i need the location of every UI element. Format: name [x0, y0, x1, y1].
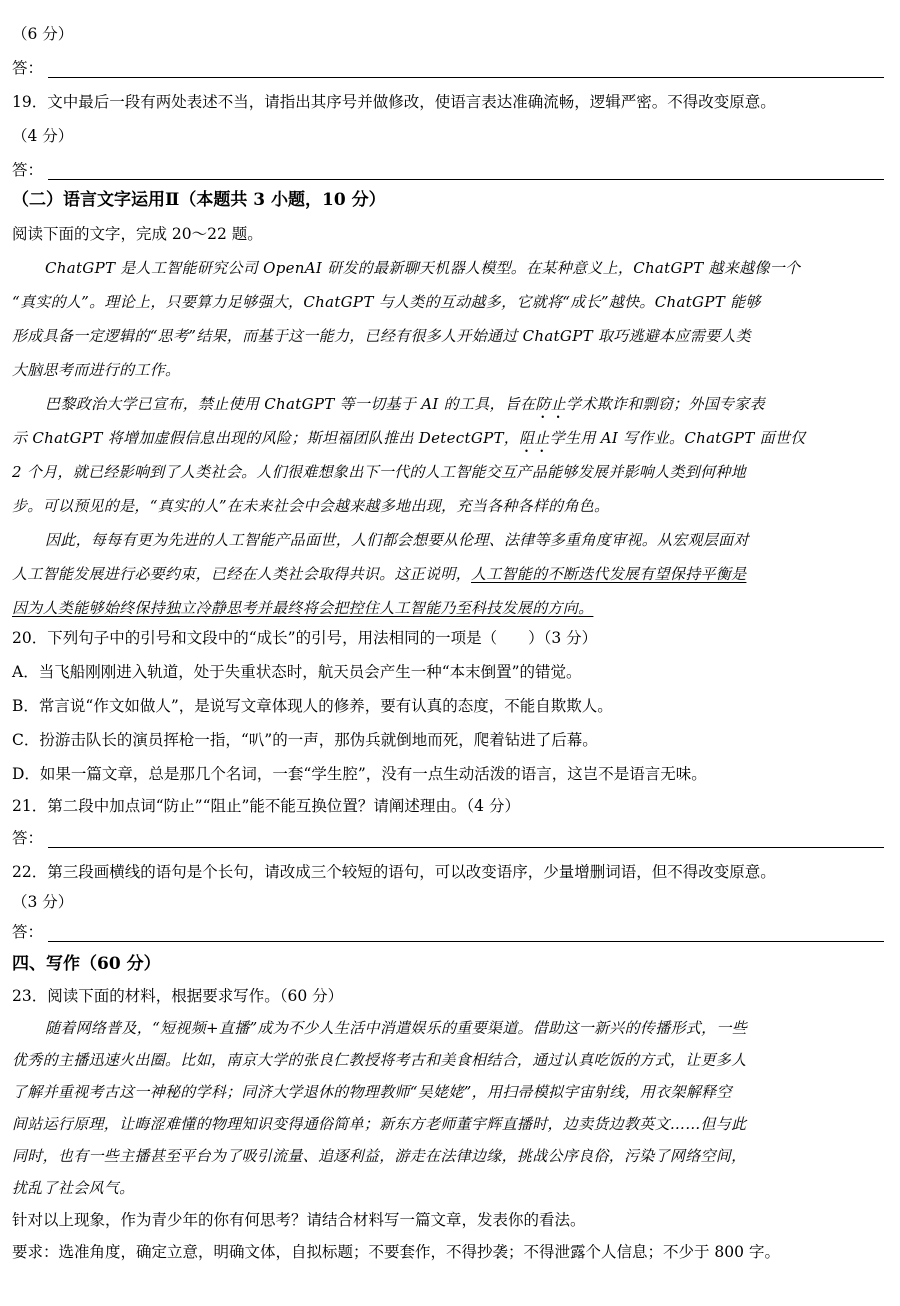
passage-line: 步。可以预见的是，“真实的人”在未来社会中会越来越多地出现，充当各种各样的角色。 — [12, 497, 610, 515]
answer-line-q19 — [12, 158, 884, 182]
material-line: 了解并重视考古这一神秘的学科；同济大学退休的物理教师“吴姥姥”，用扫帚模拟宇宙射线，用衣架解释空 — [12, 1083, 732, 1101]
q19-score: （4 分） — [12, 127, 74, 145]
q21-text: 21．第二段中加点词“防止”“阻止”能不能互换位置？请阐述理由。（4 分） — [12, 797, 520, 815]
q20-option-a[interactable]: A．当飞船刚刚进入轨道，处于失重状态时，航天员会产生一种“本末倒置”的错觉。 — [12, 663, 582, 681]
answer-label: 答： — [12, 923, 44, 941]
q23-text: 23．阅读下面的材料，根据要求写作。（60 分） — [12, 987, 344, 1005]
q20-stem: 20．下列句子中的引号和文段中的“成长”的引号，用法相同的一项是（ ）（3 分） — [12, 629, 598, 647]
material-line: 随着网络普及，“短视频+直播”成为不少人生活中消遣娱乐的重要渠道。借助这一新兴的传播形式，一些 — [45, 1019, 748, 1037]
answer-label: 答： — [12, 161, 44, 179]
dotted-word-zuzhi: 阻止 — [519, 429, 550, 447]
answer-blank[interactable] — [48, 941, 884, 942]
writing-prompt: 针对以上现象，作为青少年的你有何思考？请结合材料写一篇文章，发表你的看法。 — [12, 1211, 586, 1229]
q22-text: 22．第三段画横线的语句是个长句，请改成三个较短的语句，可以改变语序，少量增删词语，但不得改变原意。 — [12, 863, 776, 881]
underlined-sentence: 人工智能的不断迭代发展有望保持平衡是 — [471, 565, 747, 583]
material-line: 同时，也有一些主播甚至平台为了吸引流量、追逐利益，游走在法律边缘，挑战公序良俗，污染了网络空间， — [12, 1147, 747, 1165]
passage-line: ChatGPT 是人工智能研究公司 OpenAI 研发的最新聊天机器人模型。在某种意义上，ChatGPT 越来越像一个 — [45, 259, 801, 277]
passage-line: 因此，每每有更为先进的人工智能产品面世，人们都会想要从伦理、法律等多重角度审视。从宏观层面对 — [45, 531, 749, 549]
answer-label: 答： — [12, 829, 44, 847]
material-line: 间站运行原理，让晦涩难懂的物理知识变得通俗简单；新东方老师董宇辉直播时，边卖货边教英文……但与此 — [12, 1115, 747, 1133]
material-line: 优秀的主播迅速火出圈。比如，南京大学的张良仁教授将考古和美食相结合，通过认真吃饭的方式，让更多人 — [12, 1051, 747, 1069]
passage-line: 2 个月，就已经影响到了人类社会。人们很难想象出下一代的人工智能交互产品能够发展并影响人类到何种地 — [12, 463, 747, 481]
section-heading-2: （二）语言文字运用Ⅱ（本题共 3 小题，10 分） — [12, 190, 386, 210]
passage-line: 人工智能发展进行必要约束，已经在人类社会取得共识。这正说明，人工智能的不断迭代发展有望保持平衡是 — [12, 565, 747, 583]
dotted-word-fangzhi: 防止 — [535, 395, 567, 413]
answer-blank[interactable] — [48, 847, 884, 848]
passage-line: 形成具备一定逻辑的“思考”结果，而基于这一能力，已经有很多人开始通过 ChatGPT 取巧逃避本应需要人类 — [12, 327, 751, 345]
section2-intro: 阅读下面的文字，完成 20～22 题。 — [12, 225, 263, 243]
material-line: 扰乱了社会风气。 — [12, 1179, 135, 1197]
answer-label: 答： — [12, 59, 44, 77]
passage-line: 巴黎政治大学已宣布，禁止使用 ChatGPT 等一切基于 AI 的工具，旨在防止学术欺诈和剽窃；外国专家表 — [45, 395, 765, 413]
writing-requirements: 要求：选准角度，确定立意，明确文体，自拟标题；不要套作，不得抄袭；不得泄露个人信息；不少于 800 字。 — [12, 1243, 780, 1261]
q20-option-b[interactable]: B．常言说“作文如做人”，是说写文章体现人的修养，要有认真的态度，不能自欺欺人。 — [12, 697, 613, 715]
section-heading-4: 四、写作（60 分） — [12, 954, 161, 974]
q20-option-d[interactable]: D．如果一篇文章，总是那几个名词，一套“学生腔”，没有一点生动活泼的语言，这岂不是语言无味。 — [12, 765, 707, 783]
answer-line-q22 — [12, 920, 884, 944]
q22-score: （3 分） — [12, 893, 74, 911]
q18-score: （6 分） — [12, 25, 74, 43]
underlined-sentence: 因为人类能够始终保持独立冷静思考并最终将会把控住人工智能乃至科技发展的方向。 — [12, 599, 594, 617]
passage-line: “真实的人”。理论上，只要算力足够强大，ChatGPT 与人类的互动越多，它就将“成长”越快。ChatGPT 能够 — [12, 293, 761, 311]
q20-option-c[interactable]: C．扮游击队长的演员挥枪一指，“叭”的一声，那伪兵就倒地而死，爬着钻进了后幕。 — [12, 731, 598, 749]
answer-blank[interactable] — [48, 179, 884, 180]
answer-line-q18 — [12, 56, 884, 80]
passage-line: 大脑思考而进行的工作。 — [12, 361, 181, 379]
q19-text: 19．文中最后一段有两处表述不当，请指出其序号并做修改，使语言表达准确流畅，逻辑严密。不得改变原意。 — [12, 93, 776, 111]
answer-line-q21 — [12, 826, 884, 850]
passage-line: 示 ChatGPT 将增加虚假信息出现的风险；斯坦福团队推出 DetectGPT，阻止学生用 AI 写作业。ChatGPT 面世仅 — [12, 429, 806, 447]
answer-blank[interactable] — [48, 77, 884, 78]
